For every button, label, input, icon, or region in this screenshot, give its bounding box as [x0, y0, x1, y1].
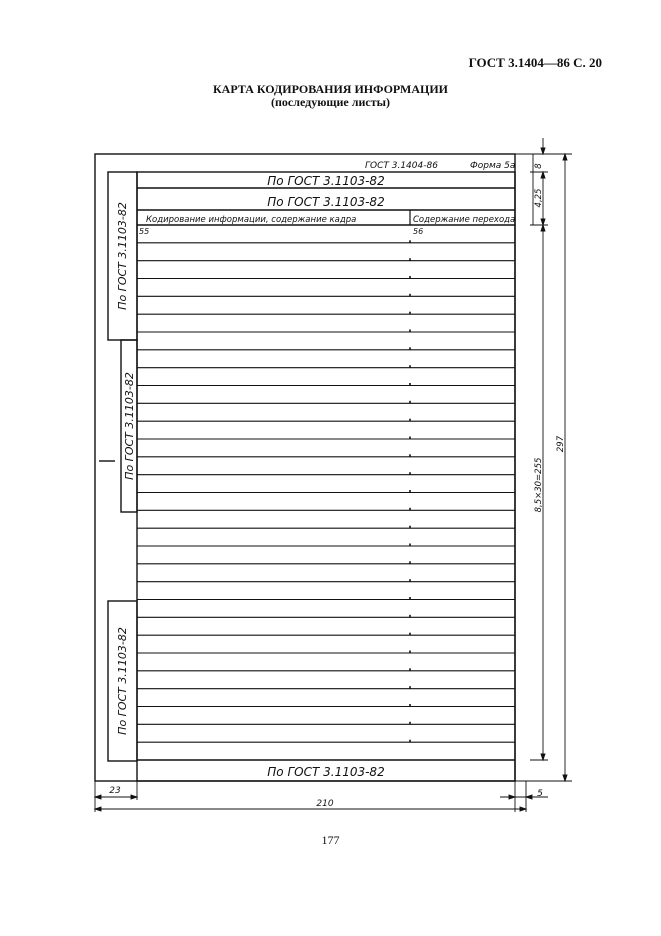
document-page-header: ГОСТ 3.1404—86 С. 20 [468, 55, 602, 70]
dimension-255: 8,5×30=255 [534, 457, 544, 513]
dimension-4-25: 4,25 [534, 188, 544, 208]
top-stamp-2: По ГОСТ 3.1103-82 [267, 195, 385, 209]
column-number-55: 55 [139, 227, 150, 236]
column-header-transition: Содержание перехода [413, 215, 516, 225]
side-stamp-2: По ГОСТ 3.1103-82 [123, 372, 136, 480]
page-number: 177 [321, 833, 340, 847]
dimension-210: 210 [316, 799, 334, 809]
side-stamp-1: По ГОСТ 3.1103-82 [116, 202, 129, 310]
bottom-stamp: По ГОСТ 3.1103-82 [267, 765, 385, 779]
outer-frame [95, 154, 515, 781]
form-title-main: КАРТА КОДИРОВАНИЯ ИНФОРМАЦИИ [212, 82, 449, 96]
dimension-8: 8 [534, 163, 544, 169]
form-standard-label: ГОСТ 3.1404-86 [365, 161, 438, 171]
form-title-sub: (последующие листы) [271, 95, 390, 109]
dimension-23: 23 [109, 786, 121, 796]
side-stamp-3: По ГОСТ 3.1103-82 [116, 627, 129, 735]
inner-frame [137, 172, 515, 781]
column-number-56: 56 [413, 227, 424, 236]
form-name-label: Форма 5а [470, 161, 516, 171]
dimension-297: 297 [556, 435, 566, 453]
top-stamp-1: По ГОСТ 3.1103-82 [267, 174, 385, 188]
table-rows [137, 240, 515, 742]
column-header-coding: Кодирование информации, содержание кадра [146, 215, 357, 225]
dimension-5: 5 [537, 789, 543, 799]
